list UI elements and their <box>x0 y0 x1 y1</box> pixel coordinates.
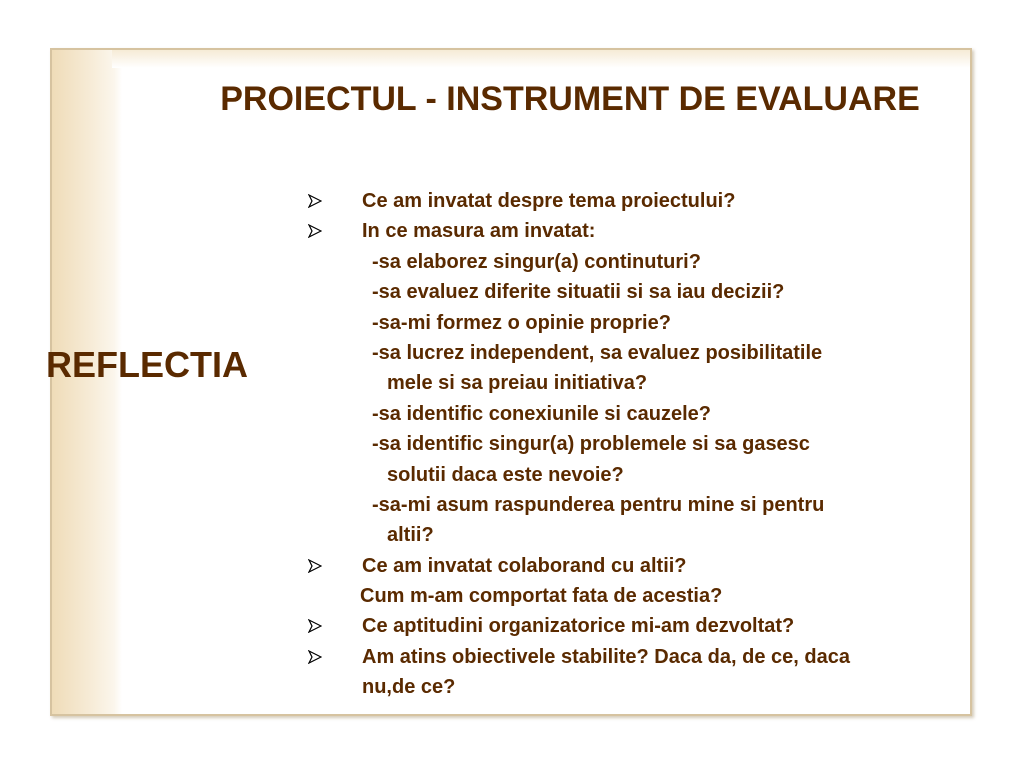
frame-top-shade <box>112 50 970 68</box>
list-item-text: In ce masura am invatat: <box>362 220 596 243</box>
list-item-text: Ce am invatat colaborand cu altii? <box>362 554 687 577</box>
list-item <box>308 338 1008 368</box>
list-item <box>308 642 1008 672</box>
list-item <box>308 611 1008 641</box>
list-item <box>308 399 1008 429</box>
list-item-text: Am atins obiectivele stabilite? Daca da, de ce, daca <box>362 645 850 668</box>
side-label: REFLECTIA <box>46 344 248 385</box>
bullet-list <box>308 186 1008 703</box>
list-item-text: -sa-mi formez o opinie proprie? <box>372 311 671 334</box>
list-item <box>308 551 1008 581</box>
list-item-text: -sa lucrez independent, sa evaluez posibilitatile <box>372 341 823 364</box>
list-item-text: -sa identific conexiunile si cauzele? <box>372 402 711 425</box>
list-item <box>308 490 1008 520</box>
list-item-text: nu,de ce? <box>362 676 456 699</box>
list-item <box>308 216 1008 246</box>
list-item <box>308 277 1008 307</box>
arrowhead-bullet-icon <box>308 216 328 238</box>
slide-title: PROIECTUL - INSTRUMENT DE EVALUARE <box>220 80 920 118</box>
list-item-text: -sa identific singur(a) problemele si sa gasesc <box>372 433 810 456</box>
list-item-text: solutii daca este nevoie? <box>387 463 624 486</box>
list-item-text: Ce aptitudini organizatorice mi-am dezvoltat? <box>362 615 795 638</box>
list-item <box>308 247 1008 277</box>
list-item-text: -sa elaborez singur(a) continuturi? <box>372 250 701 273</box>
list-item <box>308 308 1008 338</box>
list-item-text: -sa evaluez diferite situatii si sa iau decizii? <box>372 281 785 304</box>
arrowhead-bullet-icon <box>308 642 328 664</box>
list-item <box>308 460 1008 490</box>
list-item-text: Ce am invatat despre tema proiectului? <box>362 190 736 212</box>
arrowhead-bullet-icon <box>308 611 328 633</box>
list-item <box>308 581 1008 611</box>
arrowhead-bullet-icon <box>308 186 328 208</box>
list-item-text: mele si sa preiau initiativa? <box>387 372 648 395</box>
arrowhead-bullet-icon <box>308 551 328 573</box>
list-item-text: -sa-mi asum raspunderea pentru mine si pentru <box>372 493 825 516</box>
list-item <box>308 672 1008 702</box>
list-item <box>308 429 1008 459</box>
list-item <box>308 368 1008 398</box>
list-item-text: altii? <box>387 524 434 547</box>
list-item-text: Cum m-am comportat fata de acestia? <box>360 585 723 608</box>
list-item <box>308 520 1008 550</box>
list-item <box>308 186 1008 216</box>
